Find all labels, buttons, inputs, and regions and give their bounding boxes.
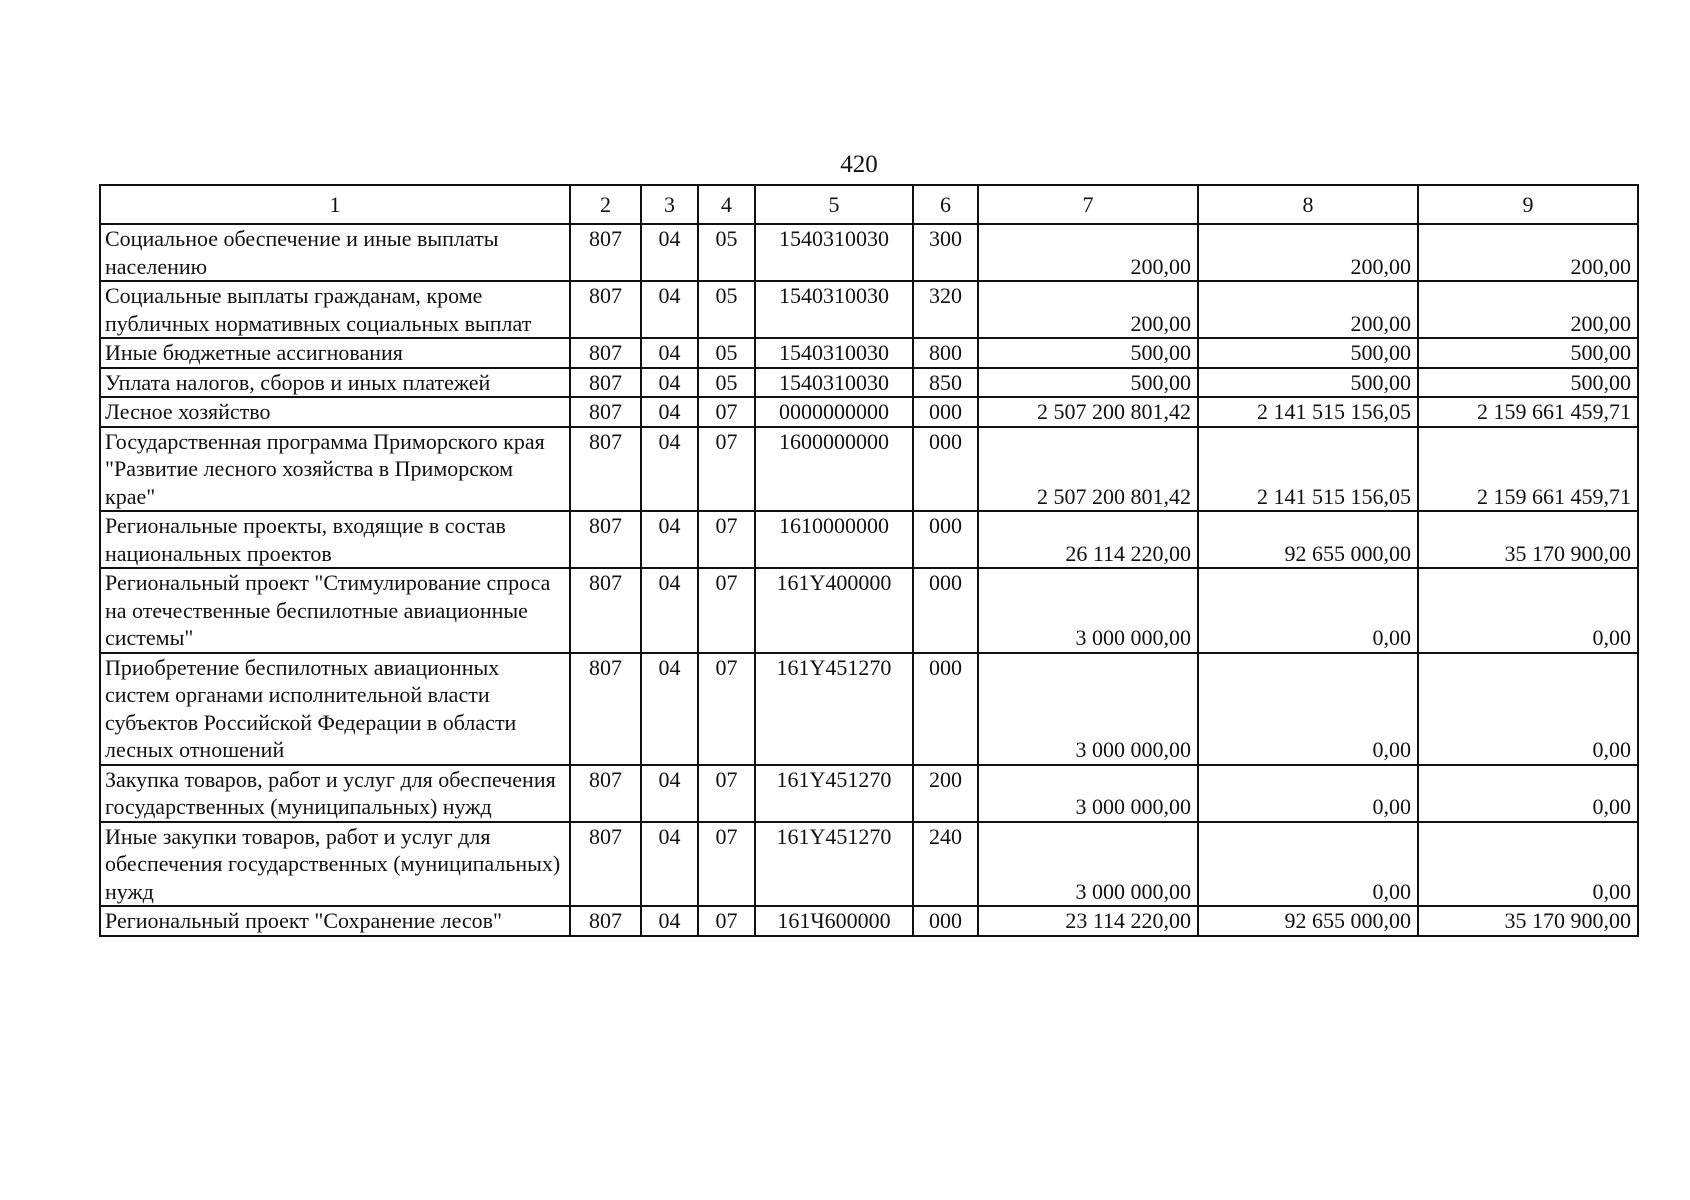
- table-row: [100, 906, 1638, 936]
- cell-c6: 320: [913, 281, 978, 338]
- row-name: Закупка товаров, работ и услуг для обеспечения государственных (муниципальных) нужд: [100, 765, 570, 822]
- cell-c4: 07: [698, 397, 755, 427]
- cell-c8: 200,00: [1198, 281, 1418, 338]
- column-header: 1: [100, 185, 570, 224]
- cell-c7: 3 000 000,00: [978, 822, 1198, 907]
- cell-c2: 807: [570, 397, 641, 427]
- row-name: Региональные проекты, входящие в состав национальных проектов: [100, 511, 570, 568]
- cell-c5: 161Y400000: [755, 568, 913, 653]
- cell-c3: 04: [641, 224, 698, 281]
- cell-c4: 07: [698, 765, 755, 822]
- column-header: 9: [1418, 185, 1638, 224]
- cell-c8: 0,00: [1198, 765, 1418, 822]
- cell-c5: 161Y451270: [755, 822, 913, 907]
- cell-c5: 1540310030: [755, 338, 913, 368]
- cell-c5: 1540310030: [755, 368, 913, 398]
- table-row: [100, 338, 1638, 368]
- cell-c6: 850: [913, 368, 978, 398]
- cell-c9: 35 170 900,00: [1418, 906, 1638, 936]
- column-header: 5: [755, 185, 913, 224]
- cell-c4: 07: [698, 822, 755, 907]
- cell-c4: 07: [698, 427, 755, 512]
- cell-c5: 161Ч600000: [755, 906, 913, 936]
- cell-c9: 0,00: [1418, 653, 1638, 765]
- cell-c4: 05: [698, 368, 755, 398]
- row-name: Региональный проект "Стимулирование спроса на отечественные беспилотные авиационные системы": [100, 568, 570, 653]
- cell-c4: 07: [698, 568, 755, 653]
- cell-c2: 807: [570, 822, 641, 907]
- cell-c8: 500,00: [1198, 368, 1418, 398]
- row-name: Уплата налогов, сборов и иных платежей: [100, 368, 570, 398]
- cell-c2: 807: [570, 653, 641, 765]
- cell-c9: 35 170 900,00: [1418, 511, 1638, 568]
- cell-c4: 05: [698, 281, 755, 338]
- cell-c8: 0,00: [1198, 822, 1418, 907]
- cell-c6: 200: [913, 765, 978, 822]
- row-name: Региональный проект "Сохранение лесов": [100, 906, 570, 936]
- cell-c7: 3 000 000,00: [978, 653, 1198, 765]
- cell-c7: 2 507 200 801,42: [978, 397, 1198, 427]
- column-header: 7: [978, 185, 1198, 224]
- row-name: Иные закупки товаров, работ и услуг для обеспечения государственных (муниципальных) нужд: [100, 822, 570, 907]
- cell-c2: 807: [570, 765, 641, 822]
- cell-c8: 0,00: [1198, 568, 1418, 653]
- cell-c9: 500,00: [1418, 368, 1638, 398]
- cell-c3: 04: [641, 338, 698, 368]
- cell-c8: 0,00: [1198, 653, 1418, 765]
- table-row: [100, 765, 1638, 822]
- cell-c8: 92 655 000,00: [1198, 511, 1418, 568]
- cell-c2: 807: [570, 338, 641, 368]
- cell-c3: 04: [641, 368, 698, 398]
- cell-c9: 0,00: [1418, 568, 1638, 653]
- table-row: [100, 368, 1638, 398]
- table-row: [100, 224, 1638, 281]
- cell-c6: 240: [913, 822, 978, 907]
- cell-c8: 200,00: [1198, 224, 1418, 281]
- row-name: Приобретение беспилотных авиационных систем органами исполнительной власти субъектов Российской Федерации в области лесных отношений: [100, 653, 570, 765]
- table-row: [100, 653, 1638, 765]
- cell-c3: 04: [641, 511, 698, 568]
- table-row: [100, 427, 1638, 512]
- cell-c9: 0,00: [1418, 822, 1638, 907]
- cell-c4: 07: [698, 511, 755, 568]
- cell-c2: 807: [570, 224, 641, 281]
- cell-c3: 04: [641, 653, 698, 765]
- cell-c6: 300: [913, 224, 978, 281]
- cell-c5: 0000000000: [755, 397, 913, 427]
- column-header: 2: [570, 185, 641, 224]
- cell-c7: 500,00: [978, 338, 1198, 368]
- cell-c5: 1600000000: [755, 427, 913, 512]
- cell-c3: 04: [641, 397, 698, 427]
- cell-c9: 0,00: [1418, 765, 1638, 822]
- cell-c3: 04: [641, 281, 698, 338]
- cell-c6: 000: [913, 653, 978, 765]
- cell-c2: 807: [570, 568, 641, 653]
- cell-c8: 500,00: [1198, 338, 1418, 368]
- cell-c5: 1610000000: [755, 511, 913, 568]
- cell-c2: 807: [570, 427, 641, 512]
- cell-c7: 200,00: [978, 224, 1198, 281]
- cell-c9: 500,00: [1418, 338, 1638, 368]
- cell-c3: 04: [641, 568, 698, 653]
- cell-c6: 000: [913, 397, 978, 427]
- cell-c3: 04: [641, 906, 698, 936]
- cell-c5: 1540310030: [755, 281, 913, 338]
- cell-c3: 04: [641, 822, 698, 907]
- cell-c6: 000: [913, 511, 978, 568]
- cell-c3: 04: [641, 765, 698, 822]
- cell-c7: 200,00: [978, 281, 1198, 338]
- cell-c6: 000: [913, 427, 978, 512]
- cell-c4: 07: [698, 906, 755, 936]
- cell-c8: 2 141 515 156,05: [1198, 397, 1418, 427]
- cell-c9: 200,00: [1418, 224, 1638, 281]
- cell-c7: 500,00: [978, 368, 1198, 398]
- cell-c5: 161Y451270: [755, 653, 913, 765]
- cell-c7: 3 000 000,00: [978, 765, 1198, 822]
- row-name: Иные бюджетные ассигнования: [100, 338, 570, 368]
- cell-c4: 05: [698, 338, 755, 368]
- cell-c3: 04: [641, 427, 698, 512]
- table-row: [100, 397, 1638, 427]
- cell-c5: 1540310030: [755, 224, 913, 281]
- column-header: 3: [641, 185, 698, 224]
- cell-c7: 26 114 220,00: [978, 511, 1198, 568]
- row-name: Государственная программа Приморского края "Развитие лесного хозяйства в Приморском крае": [100, 427, 570, 512]
- column-header: 8: [1198, 185, 1418, 224]
- cell-c2: 807: [570, 368, 641, 398]
- table-header-row: [100, 185, 1638, 224]
- table-row: [100, 822, 1638, 907]
- cell-c9: 2 159 661 459,71: [1418, 397, 1638, 427]
- row-name: Лесное хозяйство: [100, 397, 570, 427]
- cell-c7: 2 507 200 801,42: [978, 427, 1198, 512]
- cell-c9: 2 159 661 459,71: [1418, 427, 1638, 512]
- column-header: 4: [698, 185, 755, 224]
- cell-c2: 807: [570, 281, 641, 338]
- budget-table: [99, 184, 1639, 937]
- page-number: 420: [840, 151, 878, 178]
- column-header: 6: [913, 185, 978, 224]
- cell-c2: 807: [570, 511, 641, 568]
- table-row: [100, 568, 1638, 653]
- cell-c6: 800: [913, 338, 978, 368]
- cell-c7: 23 114 220,00: [978, 906, 1198, 936]
- row-name: Социальные выплаты гражданам, кроме публичных нормативных социальных выплат: [100, 281, 570, 338]
- cell-c2: 807: [570, 906, 641, 936]
- cell-c8: 2 141 515 156,05: [1198, 427, 1418, 512]
- table-row: [100, 281, 1638, 338]
- table-row: [100, 511, 1638, 568]
- cell-c9: 200,00: [1418, 281, 1638, 338]
- cell-c7: 3 000 000,00: [978, 568, 1198, 653]
- cell-c8: 92 655 000,00: [1198, 906, 1418, 936]
- cell-c6: 000: [913, 568, 978, 653]
- row-name: Социальное обеспечение и иные выплаты населению: [100, 224, 570, 281]
- cell-c6: 000: [913, 906, 978, 936]
- cell-c4: 05: [698, 224, 755, 281]
- cell-c5: 161Y451270: [755, 765, 913, 822]
- cell-c4: 07: [698, 653, 755, 765]
